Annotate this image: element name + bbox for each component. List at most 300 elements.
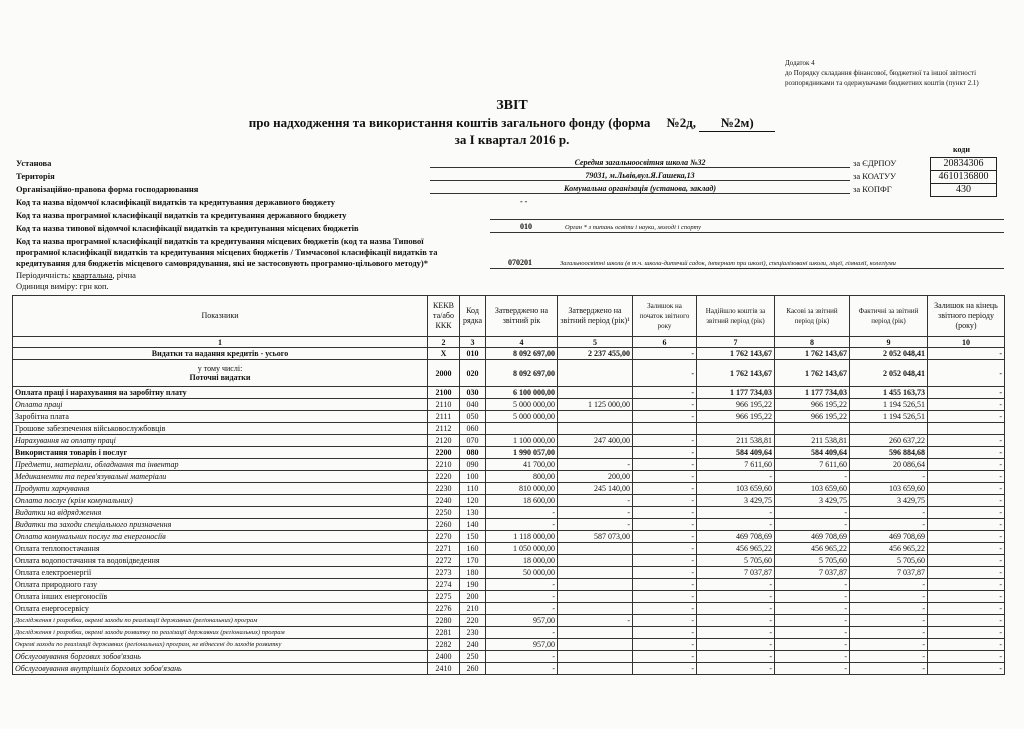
cell-approved-period: 587 073,00 [558,531,633,543]
cell-kekv: 2282 [428,639,460,651]
cell-code: 160 [460,543,486,555]
cell-approved-year: 6 100 000,00 [486,387,558,399]
cell-received: - [697,663,775,675]
cell-cash-expenses: - [775,603,850,615]
cell-cash-expenses: - [775,639,850,651]
cell-name: Продукти харчування [13,483,428,495]
cell-cash-expenses: - [775,627,850,639]
cell-cash-expenses: - [775,507,850,519]
cell-cash-expenses: 966 195,22 [775,399,850,411]
cell-received: - [697,519,775,531]
table-row [13,483,1005,495]
cell-code: 190 [460,579,486,591]
table-row-total [13,348,1005,360]
cell-code: 240 [460,639,486,651]
cell-approved-period [558,447,633,459]
cell-name: Оплата праці і нарахування на заробітну плату [13,387,428,399]
codes-header: коди [953,145,970,154]
cell-approved-period [558,579,633,591]
cell-balance-start: - [633,567,697,579]
cell-approved-year: 810 000,00 [486,483,558,495]
local-prog-label-3: кредитування для бюджетів місцевого самоврядування, які не застосовують програмно-цільового методу)* [16,258,428,268]
report-table [12,295,1005,675]
cell-approved-year: 8 092 697,00 [486,360,558,387]
cell-approved-period: 245 140,00 [558,483,633,495]
local-prog-label-2: програмної класифікації видатків та кредитування місцевих бюджетів / Тимчасової класифікації видатків та [16,247,438,257]
cell-received [697,423,775,435]
cell-actual-expenses: - [850,627,928,639]
cell-kekv: 2230 [428,483,460,495]
cell-approved-year: 1 100 000,00 [486,435,558,447]
cell-approved-year: 50 000,00 [486,567,558,579]
table-row [13,495,1005,507]
cell-approved-year: 1 118 000,00 [486,531,558,543]
col-header-received: Надійшло коштів за звітний період (рік) [697,296,775,337]
table-row [13,567,1005,579]
cell-kekv: 2220 [428,471,460,483]
table-row [13,639,1005,651]
table-row [13,387,1005,399]
table-row [13,663,1005,675]
cell-actual-expenses: 7 037,87 [850,567,928,579]
unit-of-measure: Одиниця виміру: грн коп. [16,281,109,291]
cell-approved-period [558,651,633,663]
cell-balance-end: - [928,507,1005,519]
cell-code: 070 [460,435,486,447]
cell-balance-start: - [633,495,697,507]
cell-cash-expenses: - [775,651,850,663]
cell-name: Оплата інших енергоносіїв [13,591,428,603]
col-header-kekv: КЕКВ та/або ККК [428,296,460,337]
form-number-1: №2д, [666,115,697,130]
cell-approved-year: 800,00 [486,471,558,483]
local-prog-code: 070201 [508,258,532,267]
cell-code: 100 [460,471,486,483]
cell-balance-start: - [633,483,697,495]
cell-balance-end: - [928,627,1005,639]
table-row [13,459,1005,471]
periodicity-label: Періодичність: [16,270,71,280]
cell-balance-end: - [928,399,1005,411]
kopfg-code: 430 [930,183,997,197]
cell-kekv: X [428,348,460,360]
periodicity-value: квартальна [72,270,113,280]
periodicity [16,270,136,280]
cell-received: - [697,591,775,603]
cell-actual-expenses: 5 705,60 [850,555,928,567]
cell-approved-period [558,627,633,639]
table-row [13,543,1005,555]
cell-balance-start: - [633,435,697,447]
cell-balance-start: - [633,399,697,411]
cell-balance-end: - [928,579,1005,591]
cell-received: 1 762 143,67 [697,360,775,387]
cell-actual-expenses: - [850,663,928,675]
cell-balance-end: - [928,519,1005,531]
cell-approved-period [558,567,633,579]
col-header-cash-expenses: Касові за звітний період (рік) [775,296,850,337]
cell-approved-year: 18 000,00 [486,555,558,567]
typical-class-line [490,232,1004,233]
col-num: 1 [13,337,428,348]
cell-name: Грошове забезпечення військовослужбовців [13,423,428,435]
cell-received: 1 177 734,03 [697,387,775,399]
cell-approved-period [558,387,633,399]
col-header-approved-period: Затверджено на звітний період (рік)¹ [558,296,633,337]
cell-kekv: 2112 [428,423,460,435]
cell-code: 030 [460,387,486,399]
cell-kekv: 2200 [428,447,460,459]
cell-balance-end: - [928,651,1005,663]
cell-name: Оплата водопостачання та водовідведення [13,555,428,567]
cell-code: 200 [460,591,486,603]
table-row [13,471,1005,483]
cell-approved-period [558,639,633,651]
cell-approved-year: 5 000 000,00 [486,411,558,423]
cell-balance-start: - [633,387,697,399]
local-prog-line [490,268,1004,269]
cell-balance-start: - [633,348,697,360]
col-num: 3 [460,337,486,348]
cell-balance-start: - [633,651,697,663]
cell-approved-period [558,663,633,675]
edrpou-label: за ЄДРПОУ [853,158,897,168]
cell-received: 103 659,60 [697,483,775,495]
cell-name: Видатки та заходи спеціального призначення [13,519,428,531]
cell-approved-period [558,360,633,387]
cell-received: 7 611,60 [697,459,775,471]
cell-approved-year: - [486,603,558,615]
col-header-actual-expenses: Фактичні за звітний період (рік) [850,296,928,337]
col-num: 4 [486,337,558,348]
cell-approved-year: - [486,579,558,591]
cell-code: 170 [460,555,486,567]
col-num: 2 [428,337,460,348]
table-row [13,411,1005,423]
cell-actual-expenses: 103 659,60 [850,483,928,495]
form-number-2: №2м) [699,115,775,132]
cell-approved-year: - [486,519,558,531]
cell-actual-expenses: 469 708,69 [850,531,928,543]
cell-approved-period: 200,00 [558,471,633,483]
cell-balance-start: - [633,519,697,531]
report-period: за I квартал 2016 р. [454,132,570,147]
cell-approved-period: - [558,459,633,471]
cell-code: 010 [460,348,486,360]
cell-balance-start: - [633,639,697,651]
cell-kekv: 2281 [428,627,460,639]
cell-cash-expenses: 456 965,22 [775,543,850,555]
cell-received: - [697,627,775,639]
cell-name: Дослідження і розробки, окремі заходи розвитку по реалізації державних (регіональних) програм [13,627,428,639]
cell-balance-end: - [928,471,1005,483]
table-row [13,651,1005,663]
cell-cash-expenses: - [775,591,850,603]
cell-received: 584 409,64 [697,447,775,459]
koatuu-code: 4610136800 [930,170,997,184]
cell-cash-expenses [775,423,850,435]
table-row [13,447,1005,459]
cell-cash-expenses: 7 611,60 [775,459,850,471]
cell-name: Окремі заходи по реалізації державних (регіональних) програм, не віднесені до заходів розвитку [13,639,428,651]
cell-approved-year: 8 092 697,00 [486,348,558,360]
cell-balance-start: - [633,447,697,459]
cell-approved-period [558,423,633,435]
cell-balance-end: - [928,483,1005,495]
cell-balance-end: - [928,555,1005,567]
cell-cash-expenses: 3 429,75 [775,495,850,507]
cell-approved-year [486,423,558,435]
cell-name [13,360,428,387]
cell-actual-expenses: - [850,579,928,591]
cell-kekv: 2275 [428,591,460,603]
cell-approved-period [558,591,633,603]
cell-cash-expenses: 211 538,81 [775,435,850,447]
cell-cash-expenses: 1 762 143,67 [775,348,850,360]
local-prog-label-1: Код та назва програмної класифікації видатків та кредитування місцевих бюджетів (код та назва Типової [16,236,424,246]
table-header-row [13,296,1005,337]
edrpou-code: 20834306 [930,157,997,171]
table-row [13,579,1005,591]
subtitle-prefix: про надходження та використання коштів загального фонду (форма [248,115,651,130]
cell-approved-period: - [558,507,633,519]
table-row [13,555,1005,567]
cell-kekv: 2271 [428,543,460,555]
cell-actual-expenses: - [850,615,928,627]
col-header-approved-year: Затверджено на звітний рік [486,296,558,337]
cell-kekv: 2240 [428,495,460,507]
cell-name: Видатки та надання кредитів - усього [13,348,428,360]
cell-approved-year: 957,00 [486,639,558,651]
periodicity-suffix: , річна [112,270,136,280]
cell-name: Використання товарів і послуг [13,447,428,459]
report-title: ЗВІТ [496,98,528,113]
col-num: 10 [928,337,1005,348]
cell-approved-period [558,411,633,423]
prog-class-line [490,219,1004,220]
table-row [13,531,1005,543]
cell-name: Нарахування на оплату праці [13,435,428,447]
cell-balance-start: - [633,591,697,603]
cell-balance-end: - [928,459,1005,471]
territory-value: 79031, м.Львів,вул.Я.Гашека,13 [430,171,850,181]
cell-balance-start: - [633,531,697,543]
cell-name: Оплата енергосервісу [13,603,428,615]
cell-balance-end: - [928,447,1005,459]
cell-actual-expenses: 260 637,22 [850,435,928,447]
cell-balance-end: - [928,603,1005,615]
cell-name: Медикаменти та перев'язувальні матеріали [13,471,428,483]
col-num: 7 [697,337,775,348]
cell-kekv: 2270 [428,531,460,543]
cell-balance-end [928,423,1005,435]
cell-cash-expenses: 469 708,69 [775,531,850,543]
cell-actual-expenses: 3 429,75 [850,495,928,507]
report-subtitle [0,115,1024,132]
cell-approved-period: 1 125 000,00 [558,399,633,411]
typical-class-code: 010 [520,222,532,231]
cell-code: 140 [460,519,486,531]
table-row-current [13,360,1005,387]
cell-name: Оплата електроенергії [13,567,428,579]
cell-balance-start: - [633,579,697,591]
cell-balance-end: - [928,435,1005,447]
cell-kekv: 2110 [428,399,460,411]
cell-name: Оплата послуг (крім комунальних) [13,495,428,507]
cell-balance-start: - [633,459,697,471]
cell-approved-year: - [486,651,558,663]
col-header-row-code: Код рядка [460,296,486,337]
cell-received: 966 195,22 [697,399,775,411]
table-row [13,423,1005,435]
cell-received: 211 538,81 [697,435,775,447]
cell-kekv: 2100 [428,387,460,399]
local-prog-desc: Загальноосвітні школи (в т.ч. школа-дитячий садок, інтернат при школі), спеціалізовані школи, ліцеї, гімназії, колегіуми [560,260,896,267]
cell-actual-expenses: 596 884,68 [850,447,928,459]
cell-kekv: 2276 [428,603,460,615]
appendix-note [785,58,1005,88]
cell-actual-expenses [850,423,928,435]
cell-code: 180 [460,567,486,579]
cell-balance-end: - [928,411,1005,423]
cell-received: 3 429,75 [697,495,775,507]
cell-kekv: 2272 [428,555,460,567]
cell-approved-year: 1 990 057,00 [486,447,558,459]
col-num: 8 [775,337,850,348]
cell-approved-period: - [558,519,633,531]
institution-label: Установа [16,158,52,168]
cell-balance-start: - [633,555,697,567]
cell-approved-period [558,555,633,567]
cell-actual-expenses: 456 965,22 [850,543,928,555]
cell-kekv: 2000 [428,360,460,387]
cell-actual-expenses: 20 086,64 [850,459,928,471]
cell-received: 469 708,69 [697,531,775,543]
institution-value: Середня загальноосвітня школа №32 [430,158,850,168]
cell-actual-expenses: - [850,519,928,531]
cell-received: 966 195,22 [697,411,775,423]
cell-cash-expenses: 5 705,60 [775,555,850,567]
col-header-balance-start: Залишок на початок звітного року [633,296,697,337]
cell-actual-expenses: 1 194 526,51 [850,399,928,411]
cell-cash-expenses: 1 177 734,03 [775,387,850,399]
cell-code: 210 [460,603,486,615]
cell-name: Предмети, матеріали, обладнання та інвентар [13,459,428,471]
cell-cash-expenses: - [775,615,850,627]
cell-kekv: 2111 [428,411,460,423]
cell-actual-expenses: 2 052 048,41 [850,360,928,387]
cell-received: - [697,507,775,519]
cell-received: - [697,579,775,591]
cell-name: Обслуговування боргових зобов'язань [13,651,428,663]
appendix-line-3: розпорядниками та одержувачами бюджетних коштів (пункт 2.1) [785,79,979,87]
cell-balance-end: - [928,639,1005,651]
cell-balance-end: - [928,543,1005,555]
cell-cash-expenses: 1 762 143,67 [775,360,850,387]
cell-actual-expenses: - [850,639,928,651]
legal-form-value: Комунальна організація (установа, заклад) [430,184,850,194]
col-header-balance-end: Залишок на кінець звітного періоду (року) [928,296,1005,337]
cell-actual-expenses: - [850,507,928,519]
cell-code: 230 [460,627,486,639]
cell-balance-end: - [928,531,1005,543]
cell-approved-period [558,543,633,555]
cell-received: 1 762 143,67 [697,348,775,360]
cell-received: - [697,651,775,663]
column-number-row [13,337,1005,348]
table-row [13,399,1005,411]
cell-balance-start: - [633,471,697,483]
cell-balance-end: - [928,348,1005,360]
cell-code: 080 [460,447,486,459]
cell-received: 5 705,60 [697,555,775,567]
cell-approved-year: - [486,591,558,603]
table-row [13,519,1005,531]
cell-balance-end: - [928,615,1005,627]
cell-code: 150 [460,531,486,543]
cell-balance-start [633,423,697,435]
col-header-indicators: Показники [13,296,428,337]
kopfg-label: за КОПФГ [853,184,892,194]
cell-code: 260 [460,663,486,675]
cell-name-sub: у тому числі: [197,364,243,373]
cell-balance-end: - [928,387,1005,399]
cell-approved-year: - [486,627,558,639]
cell-kekv: 2280 [428,615,460,627]
cell-balance-start: - [633,411,697,423]
col-num: 5 [558,337,633,348]
cell-actual-expenses: 2 052 048,41 [850,348,928,360]
cell-approved-period: 247 400,00 [558,435,633,447]
dept-class-value: - - [520,197,528,206]
col-num: 9 [850,337,928,348]
cell-code: 220 [460,615,486,627]
cell-code: 050 [460,411,486,423]
dept-class-label: Код та назва відомчої класифікації видатків та кредитування державного бюджету [16,197,336,207]
table-row [13,615,1005,627]
cell-code: 040 [460,399,486,411]
cell-balance-start: - [633,663,697,675]
cell-approved-year: - [486,663,558,675]
cell-cash-expenses: - [775,579,850,591]
cell-approved-period: - [558,615,633,627]
typical-class-desc: Орган * з питань освіти і науки, молоді і спорту [565,224,701,231]
cell-approved-year: 18 600,00 [486,495,558,507]
cell-approved-period: - [558,495,633,507]
legal-form-label: Організаційно-правова форма господарювання [16,184,199,194]
col-num: 6 [633,337,697,348]
cell-name-main: Поточні видатки [189,373,251,382]
cell-approved-year: - [486,507,558,519]
cell-name: Оплата природного газу [13,579,428,591]
cell-code: 130 [460,507,486,519]
cell-name: Обслуговування внутрішніх боргових зобов'язань [13,663,428,675]
cell-balance-end: - [928,663,1005,675]
cell-code: 110 [460,483,486,495]
cell-kekv: 2120 [428,435,460,447]
appendix-line-2: до Порядку складання фінансової, бюджетної та іншої звітності [785,69,977,77]
cell-cash-expenses: 103 659,60 [775,483,850,495]
cell-approved-year: 5 000 000,00 [486,399,558,411]
cell-actual-expenses: - [850,471,928,483]
cell-kekv: 2250 [428,507,460,519]
cell-balance-end: - [928,360,1005,387]
cell-actual-expenses: - [850,603,928,615]
cell-name: Дослідження і розробки, окремі заходи по реалізації державних (регіональних) програм [13,615,428,627]
cell-received: - [697,615,775,627]
cell-actual-expenses: 1 194 526,51 [850,411,928,423]
cell-code: 250 [460,651,486,663]
